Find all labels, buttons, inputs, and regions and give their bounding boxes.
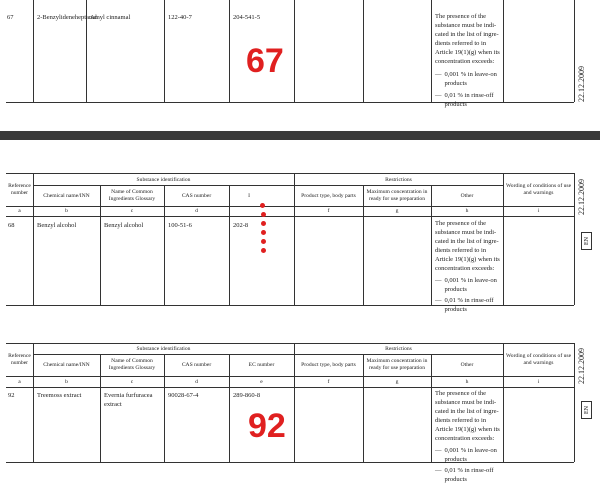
- other-conditions: [435, 389, 501, 484]
- ref-number: 68: [8, 222, 15, 229]
- divider: [294, 343, 295, 462]
- header-restrictions: Restrictions: [385, 346, 412, 352]
- conditions-text: The presence of the substance must be indi-cated in the list of ingre-dients referred to in Article 19(1)(g) when its concentration exceeds:: [435, 390, 500, 442]
- marker-dot: [261, 212, 266, 217]
- divider: [431, 0, 432, 102]
- col-letter: h: [465, 208, 469, 214]
- table-rule: [294, 185, 503, 186]
- divider: [574, 343, 575, 462]
- col-letter: g: [395, 379, 399, 385]
- col-letter: e: [260, 379, 263, 385]
- table-rule: [6, 376, 574, 377]
- language-code: EN: [583, 237, 590, 245]
- col-letter: f: [327, 208, 330, 214]
- publication-date: 22.12.2009: [577, 348, 586, 384]
- list-item: [435, 446, 501, 464]
- header-wording: Wording of conditions of use and warnings: [505, 353, 572, 366]
- marker-dot: [261, 248, 266, 253]
- col-letter: i: [537, 379, 540, 385]
- divider: [431, 354, 432, 462]
- chemical-name: Benzyl alcohol: [37, 222, 77, 229]
- header-glossary: Name of Common Ingredients Glossary: [108, 189, 156, 202]
- divider: [431, 185, 432, 305]
- header-ec: EC number: [248, 362, 275, 368]
- divider: [33, 343, 34, 462]
- header-cas: CAS number: [181, 362, 212, 368]
- header-substance: Substance identification: [136, 177, 191, 183]
- header-maxconc: Maximum concentration in ready for use preparation: [366, 358, 428, 371]
- header-ref: Reference number: [8, 353, 31, 366]
- divider: [363, 185, 364, 305]
- table-rule: [6, 343, 574, 344]
- col-letter: c: [130, 379, 134, 385]
- marker-number: 67: [246, 42, 284, 80]
- glossary-name: Amyl cinnamal: [90, 14, 131, 21]
- cas-number: 100-51-6: [168, 222, 192, 229]
- header-other: Other: [460, 362, 474, 368]
- header-wording: Wording of conditions of use and warnings: [505, 183, 572, 196]
- glossary-name: Benzyl alcohol: [104, 222, 144, 229]
- col-letter: b: [65, 379, 68, 385]
- header-chemical: Chemical name/INN: [43, 362, 90, 368]
- limit-leave-on: 0,001 % in leave-on products: [444, 447, 497, 463]
- header-product: Product type, body parts: [301, 362, 356, 368]
- divider: [33, 0, 34, 102]
- separator-band: [0, 131, 600, 140]
- marker-number: 92: [248, 407, 286, 445]
- marker-dot: [260, 203, 265, 208]
- divider: [574, 0, 575, 102]
- ec-number: 289-860-8: [233, 392, 261, 399]
- ref-number: 67: [7, 14, 14, 21]
- divider: [100, 185, 101, 305]
- dash: —: [435, 71, 442, 78]
- divider: [229, 354, 230, 462]
- list-item: [435, 70, 501, 88]
- chemical-name: 2-Benzylideneheptanal: [37, 14, 97, 21]
- marker-dot: [261, 221, 266, 226]
- ec-number: 204-541-5: [233, 14, 261, 21]
- divider: [164, 354, 165, 462]
- col-letter: f: [327, 379, 330, 385]
- col-letter: c: [130, 208, 134, 214]
- header-ref: Reference number: [8, 183, 31, 196]
- list-item: [435, 296, 501, 314]
- limit-rinse-off: 0,01 % in rinse-off products: [444, 297, 494, 313]
- header-restrictions: Restrictions: [385, 177, 412, 183]
- marker-dot: [261, 239, 266, 244]
- col-letter: d: [195, 379, 198, 385]
- col-letter: g: [395, 208, 399, 214]
- cas-number: 90028-67-4: [168, 392, 199, 399]
- language-code: EN: [583, 406, 590, 414]
- language-badge: [581, 401, 592, 419]
- header-substance: Substance identification: [136, 346, 191, 352]
- table-rule: [6, 206, 574, 207]
- dash: —: [435, 92, 442, 99]
- col-letter: d: [195, 208, 198, 214]
- conditions-text: The presence of the substance must be indi-cated in the list of ingre-dients referred to in Article 19(1)(g) when its concentration exceeds:: [435, 13, 500, 65]
- publication-date: 22.12.2009: [577, 179, 586, 215]
- list-item: [435, 276, 501, 294]
- limit-leave-on: 0,001 % in leave-on products: [444, 277, 497, 293]
- chemical-name: Treemoss extract: [37, 392, 82, 399]
- conditions-text: The presence of the substance must be indi-cated in the list of ingre-dients referred to in Article 19(1)(g) when its concentration exceeds:: [435, 220, 500, 272]
- cas-number: 122-40-7: [168, 14, 192, 21]
- limit-rinse-off: 0,01 % in rinse-off products: [444, 467, 494, 483]
- ec-number: 202-8: [233, 222, 249, 229]
- other-conditions: [435, 219, 501, 314]
- table-rule: [6, 387, 574, 388]
- table-rule: [294, 354, 503, 355]
- dash: —: [435, 467, 442, 474]
- divider: [229, 185, 230, 305]
- ref-number: 92: [8, 392, 15, 399]
- glossary-name: Evernia furfuracea extract: [104, 392, 153, 408]
- divider: [229, 0, 230, 102]
- dash: —: [435, 447, 442, 454]
- dash: —: [435, 297, 442, 304]
- header-cas: CAS number: [181, 193, 212, 199]
- col-letter: a: [18, 208, 21, 214]
- list-item: [435, 91, 501, 109]
- divider: [574, 173, 575, 305]
- col-letter: h: [465, 379, 469, 385]
- list-item: [435, 466, 501, 484]
- language-badge: [581, 232, 592, 250]
- publication-date: 22.12.2009: [577, 66, 586, 102]
- divider: [363, 0, 364, 102]
- col-letter: i: [537, 208, 540, 214]
- dash: —: [435, 277, 442, 284]
- table-rule: [6, 216, 574, 217]
- limit-rinse-off: 0,01 % in rinse-off products: [444, 92, 494, 108]
- divider: [164, 0, 165, 102]
- col-letter: a: [18, 379, 21, 385]
- other-conditions: [435, 12, 501, 109]
- divider: [294, 0, 295, 102]
- header-ec: I: [248, 193, 250, 199]
- table-rule: [6, 173, 574, 174]
- header-glossary: Name of Common Ingredients Glossary: [108, 358, 156, 371]
- header-other: Other: [460, 193, 474, 199]
- divider: [503, 0, 504, 102]
- divider: [164, 185, 165, 305]
- marker-dot: [261, 230, 266, 235]
- col-letter: b: [65, 208, 68, 214]
- header-maxconc: Maximum concentration in ready for use preparation: [366, 189, 428, 202]
- limit-leave-on: 0,001 % in leave-on products: [444, 71, 497, 87]
- header-product: Product type, body parts: [301, 193, 356, 199]
- header-chemical: Chemical name/INN: [43, 193, 90, 199]
